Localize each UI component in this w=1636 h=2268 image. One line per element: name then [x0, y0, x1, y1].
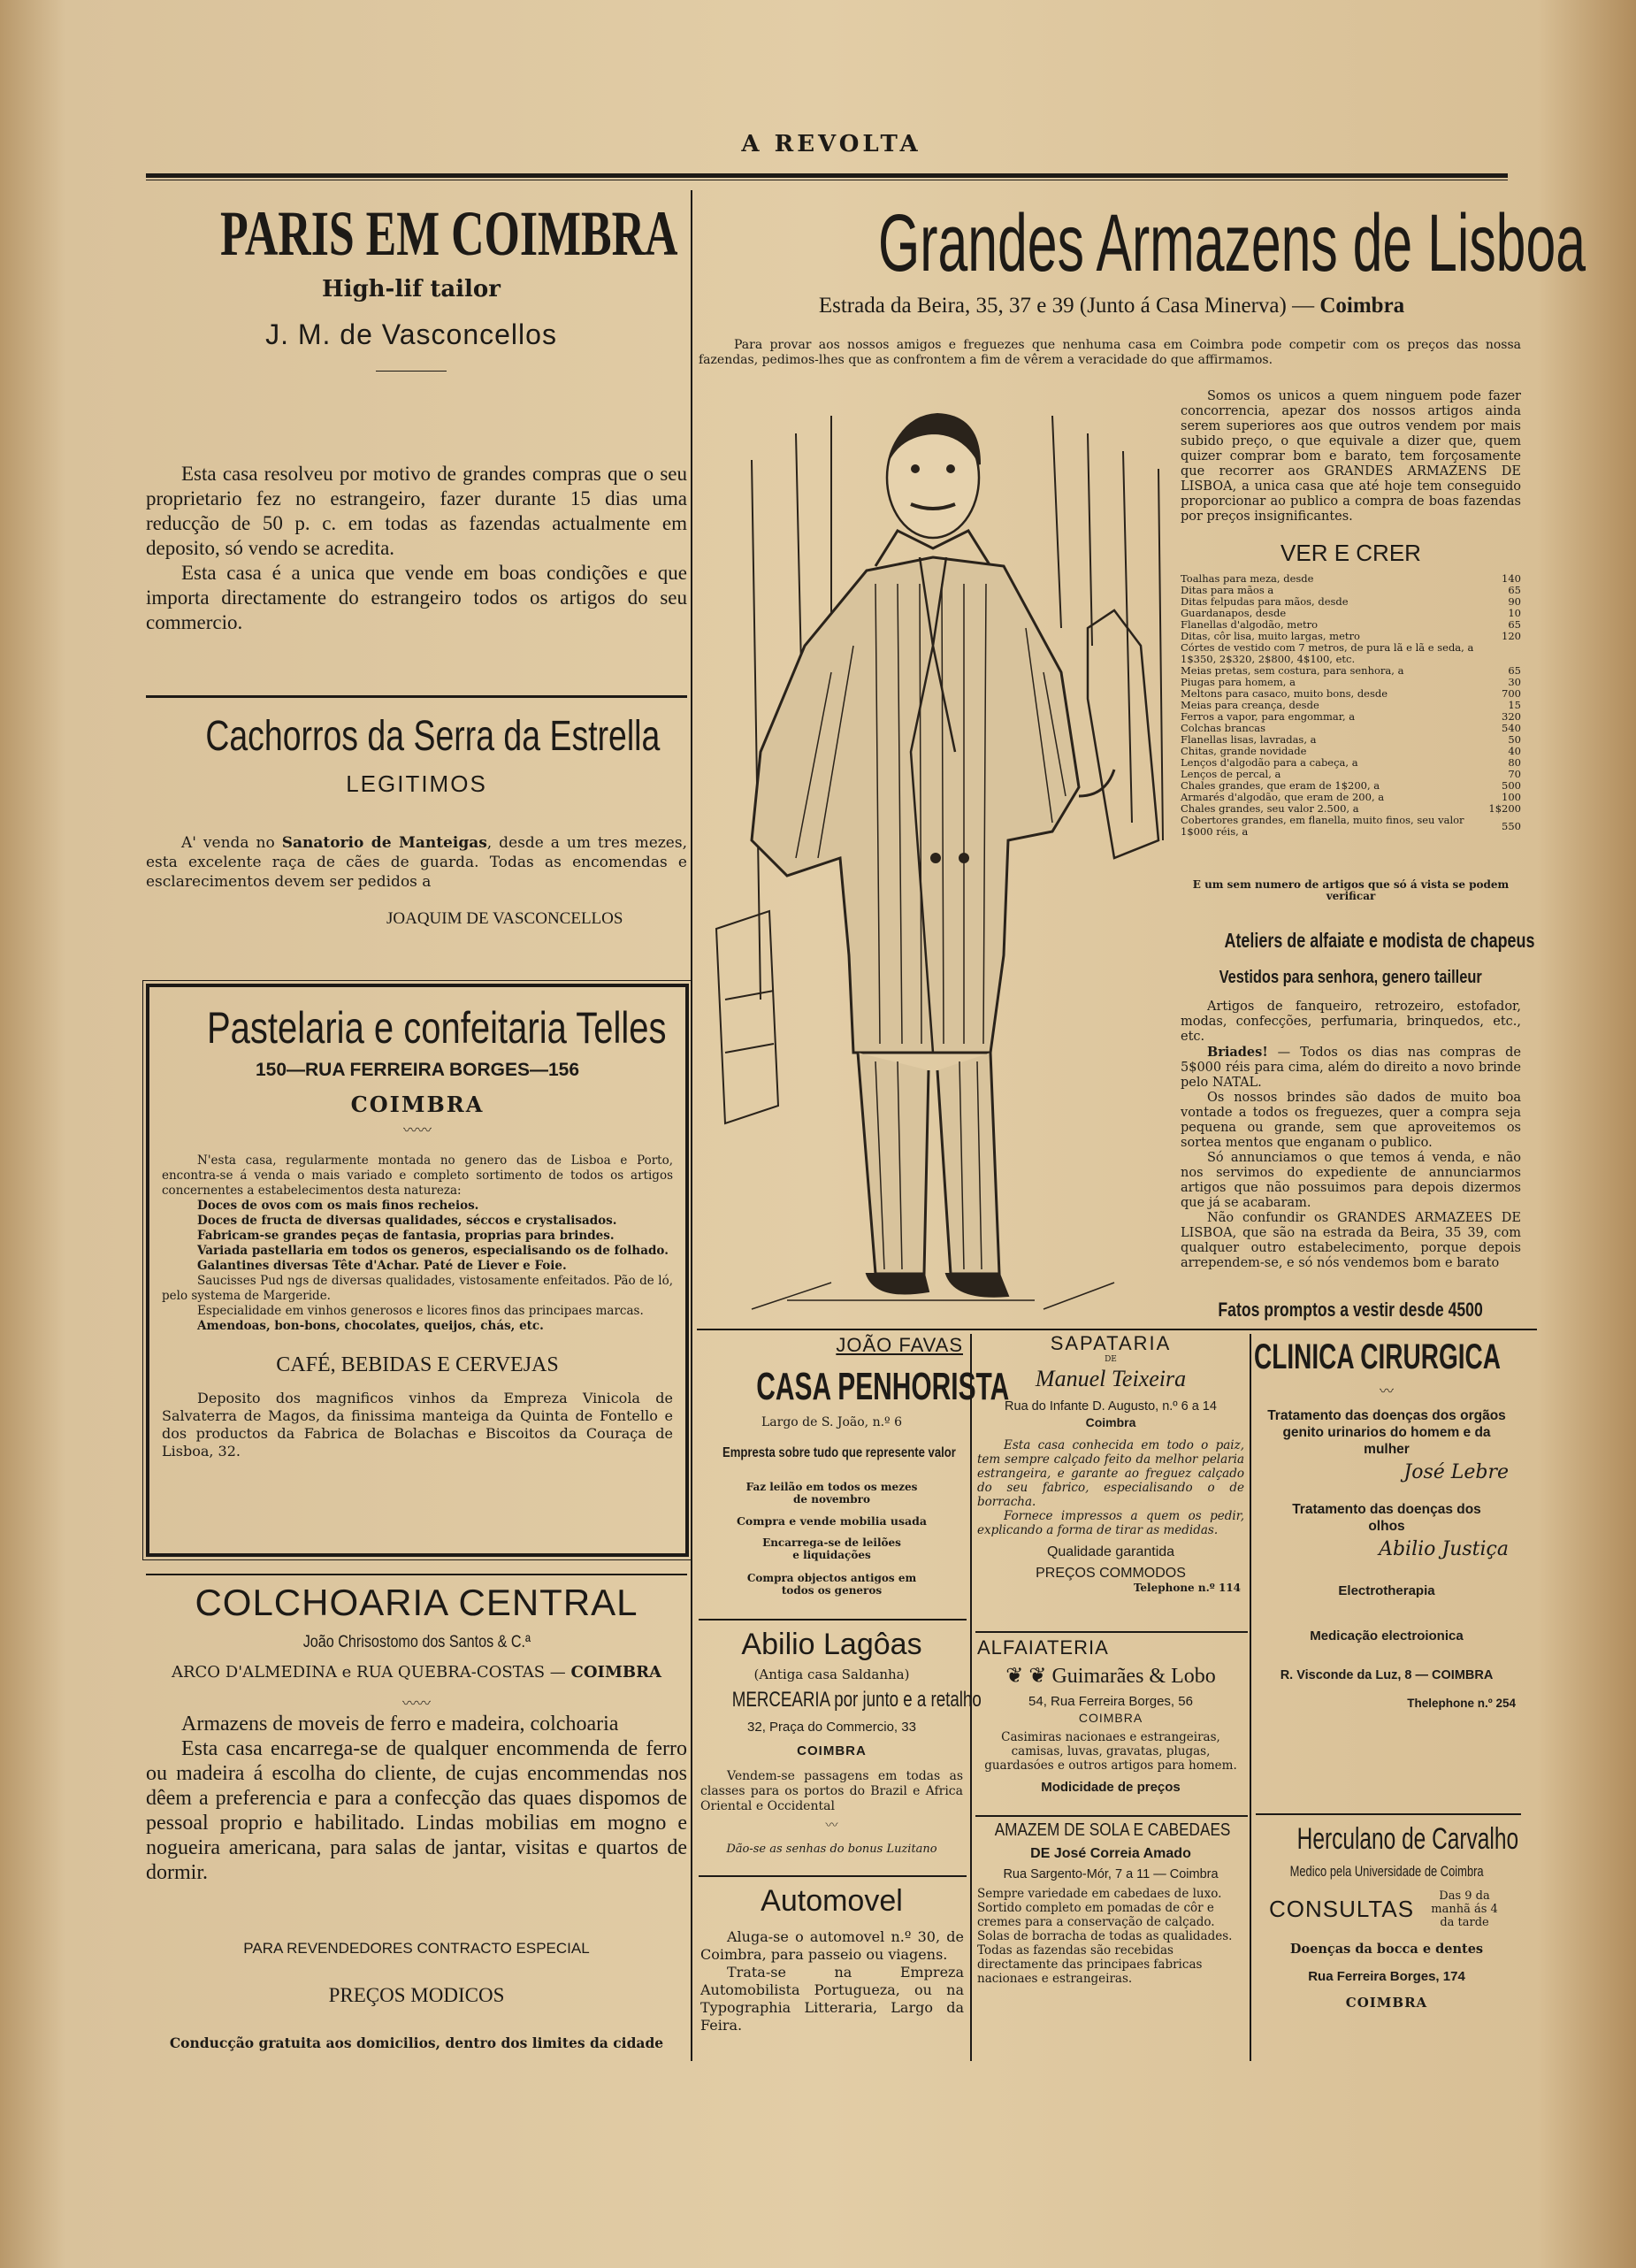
clinica-title: CLINICA CIRURGICA [1254, 1337, 1501, 1376]
armazens-ver-crer: VER E CRER [1281, 540, 1421, 566]
penhorista-l4: Encarrega-se de leilões e liquidações [762, 1536, 901, 1561]
automovel-body [700, 1928, 964, 2034]
clinica-medic: Medicação electroionica [1310, 1628, 1464, 1644]
armazens-p5: Não confundir os GRANDES ARMAZEES DE LISBOA, que são na estrada da Beira, 35 39, com qualquer outro estabelecimento, porque depois arrependem-se, e só nós vendemos bom e barato [1181, 1211, 1521, 1270]
abilio-ad [697, 1626, 982, 1856]
automovel-p1: Aluga-se o automovel n.º 30, de Coimbra, para passeio ou viagens. [700, 1928, 964, 1963]
armazens-p2: Artigos de fanqueiro, retrozeiro, estofador, modas, confecções, perfumaria, brinquedos, etc., etc. [1181, 1000, 1521, 1044]
sapataria-prices: PREÇOS COMMODOS [1036, 1566, 1186, 1581]
masthead-title: A REVOLTA [741, 131, 921, 157]
price-value: 120 [1502, 630, 1521, 642]
alfaiateria-title: ALFAIATERIA [977, 1636, 1109, 1659]
paris-title: PARIS EM COIMBRA [219, 198, 678, 269]
paris-p1: Esta casa resolveu por motivo de grandes compras que o seu proprietario fez no estrangeiro, fazer durante 15 dias uma reducção de 50 p. c. em todas as fazendas actualmente em deposito, só vendo se acredita. [146, 463, 687, 559]
ornament: 〰 [825, 1819, 838, 1833]
penhorista-l1: Empresta sobre tudo que represente valor [722, 1445, 956, 1460]
price-value: 15 [1508, 699, 1521, 711]
abilio-title: Abilio Lagôas [741, 1628, 922, 1661]
price-item: Lenços d'algodão para a cabeça, a [1181, 756, 1358, 769]
herculano-ad [1254, 1820, 1519, 2011]
pastelaria-line: Doces de fructa de diversas qualidades, séccos e crystalisados. [197, 1214, 617, 1228]
price-item: Colchas brancas [1181, 722, 1265, 734]
colchoaria-city: COIMBRA [570, 1663, 662, 1682]
price-value: 1$200 [1488, 802, 1521, 815]
header-rule [146, 173, 1508, 178]
price-value: 320 [1502, 710, 1521, 723]
herculano-city: COIMBRA [1345, 1995, 1428, 2011]
alfaiateria-addr: 54, Rua Ferreira Borges, 56 [1028, 1694, 1193, 1709]
section-rule [1256, 1813, 1521, 1815]
price-value: 90 [1508, 595, 1521, 608]
colchoaria-prices: PREÇOS MODICOS [328, 1984, 505, 2006]
armazens-address: Estrada da Beira, 35, 37 e 39 (Junto á Casa Minerva) — [818, 294, 1320, 318]
sapataria-quality: Qualidade garantida [1046, 1544, 1175, 1559]
section-rule [699, 1875, 967, 1877]
clinica-electro: Electrotherapia [1338, 1583, 1435, 1598]
penhorista-l5: Compra objectos antigos em todos os generos [746, 1572, 917, 1597]
section-rule [975, 1631, 1248, 1633]
colchoaria-address: ARCO D'ALMEDINA e RUA QUEBRA-COSTAS — [171, 1663, 571, 1682]
abilio-addr: 32, Praça do Commercio, 33 [747, 1720, 916, 1735]
colchoaria-body [146, 1712, 687, 1885]
colchoaria-delivery: Conducção gratuita aos domicilios, dentro dos limites da cidade [169, 2034, 664, 2051]
amazem-title: AMAZEM DE SOLA E CABEDAES [994, 1820, 1231, 1840]
cachorros-text: A' venda no [181, 834, 282, 852]
price-value: 65 [1508, 664, 1521, 677]
clinica-phone: Thelephone n.º 254 [1407, 1697, 1516, 1710]
penhorista-top: JOÃO FAVAS [836, 1334, 963, 1356]
sapataria-ad [975, 1332, 1246, 1594]
clinica-addr: R. Visconde da Luz, 8 — COIMBRA [1280, 1668, 1494, 1682]
amazem-l3: Solas de borracha de todas as qualidades. [977, 1929, 1233, 1943]
price-value: 540 [1502, 722, 1521, 734]
abilio-bonus: Dão-se as senhas do bonus Luzitano [726, 1843, 937, 1856]
price-item: Córtes de vestido com 7 metros, de pura lã e lã e seda, a 1$350, 2$320, 2$800, 4$100, etc. [1181, 641, 1474, 665]
colchoaria-ad [146, 1580, 687, 1712]
herculano-doencas: Doenças da bocca e dentes [1289, 1942, 1484, 1957]
penhorista-title: CASA PENHORISTA [756, 1365, 1010, 1408]
price-row [1181, 815, 1521, 838]
pastelaria-city: COIMBRA [350, 1092, 485, 1117]
price-item: Ditas para mãos a [1181, 584, 1274, 596]
cachorros-subtitle: LEGITIMOS [346, 770, 487, 797]
amazem-addr: Rua Sargento-Mór, 7 a 11 — Coimbra [1003, 1867, 1219, 1881]
column-rule [1250, 1334, 1251, 2061]
price-item: Lenços de percal, a [1181, 768, 1281, 780]
sapataria-p2: Fornece impressos a quem os pedir, explicando a forma de tirar as medidas. [977, 1509, 1244, 1537]
sapataria-addr: Rua do Infante D. Augusto, n.º 6 a 14 [1005, 1399, 1217, 1414]
cachorros-sign: JOAQUIM DE VASCONCELLOS [386, 909, 623, 928]
divider [376, 371, 447, 372]
alfaiateria-ad [975, 1663, 1246, 1795]
pastelaria-body [162, 1153, 673, 1334]
armazens-numero: E um sem numero de artigos que só á vista se podem verificar [1192, 878, 1510, 902]
ornament: 〰 [1379, 1383, 1394, 1399]
ornament: 〰〰 [402, 1122, 432, 1138]
price-item: Toalhas para meza, desde [1181, 572, 1314, 585]
section-rule [975, 1815, 1248, 1817]
price-item: Flanellas d'algodão, metro [1181, 618, 1319, 631]
pastelaria-cafe: CAFÉ, BEBIDAS E CERVEJAS [276, 1353, 559, 1376]
pastelaria-line: Galantines diversas Tête d'Achar. Paté de Liever e Foie. [197, 1259, 567, 1273]
amazem-ad [975, 1820, 1246, 1986]
price-value: 10 [1508, 607, 1521, 619]
price-item: Flanellas lisas, lavradas, a [1181, 733, 1317, 746]
pastelaria-address: 150—RUA FERREIRA BORGES—156 [255, 1060, 580, 1080]
amazem-owner: DE José Correia Amado [1030, 1846, 1191, 1861]
armazens-body-2 [1181, 1000, 1521, 1271]
section-rule [146, 695, 687, 698]
price-item: Armarés d'algodão, que eram de 200, a [1181, 791, 1385, 803]
alfaiateria-city: COIMBRA [1078, 1711, 1143, 1725]
penhorista-l3: Compra e vende mobilia usada [736, 1514, 927, 1528]
ornament: 〰〰 [401, 1695, 431, 1712]
pastelaria-cafe-body: Deposito dos magnificos vinhos da Empreza Vinicola de Salvaterra de Magos, da finissima manteiga da Quinta de Fontello e dos productos da Fabrica de Bolachas e Biscoitos da Couraça de Lisboa, 32. [162, 1390, 673, 1460]
armazens-p1: Somos os unicos a quem ninguem pode fazer concorrencia, apezar dos nossos artigos ainda serem superiores aos que outros vendem por mais subido preço, o que equivale a dizer que, quem quizer comprar bom e barato, tem forçosamente que recorrer aos GRANDES ARMAZENS DE LISBOA, a unica casa que até hoje tem conseguido proporcionar ao publico a compra de boas fazendas por preços insignificantes. [1181, 389, 1521, 524]
section-rule [146, 1574, 687, 1575]
automovel-p2: Trata-se na Empreza Automobilista Portugueza, ou na Typographia Litteraria, Largo da Feira. [700, 1964, 964, 2034]
leaf-ornament-icon: ❦ ❦ [1005, 1665, 1052, 1688]
pastelaria-box [146, 984, 689, 1557]
armazens-city: Coimbra [1319, 294, 1405, 318]
price-item: Cobertores grandes, em flanella, muito finos, seu valor 1$000 réis, a [1181, 814, 1464, 838]
price-value [1486, 642, 1521, 665]
paris-body [146, 462, 687, 635]
pastelaria-line: Amendoas, bon-bons, chocolates, queijos, chás, etc. [197, 1319, 544, 1333]
price-item: Piugas para homem, a [1181, 676, 1296, 688]
armazens-brindes-text: — Todos os dias nas compras de 5$000 réis para cima, além do direito a novo brinde pelo NATAL. [1181, 1046, 1521, 1090]
price-value: 80 [1508, 756, 1521, 769]
paris-p2: Esta casa é a unica que vende em boas condições e que importa directamente do estrangeiro todos os artigos do seu commercio. [146, 562, 687, 633]
paris-owner: J. M. de Vasconcellos [265, 318, 557, 350]
price-item: Guardanapos, desde [1181, 607, 1287, 619]
herculano-hours: Das 9 da manhã ás 4 da tarde [1431, 1889, 1498, 1929]
armazens-fatos: Fatos promptos a vestir desde 4500 [1218, 1299, 1484, 1321]
price-value: 700 [1502, 687, 1521, 700]
price-value: 30 [1508, 676, 1521, 688]
armazens-title-wrap [696, 196, 1586, 290]
abilio-body: Vendem-se passagens em todas as classes para os portos do Brazil e Africa Oriental e Occidental [700, 1769, 963, 1813]
armazens-p3: Os nossos brindes são dados de muito boa vontade a todos os freguezes, quer a compra seja pequena ou grande, sem que aproveitemos os sortea mentos que enganam o publico. [1181, 1091, 1521, 1150]
price-value: 40 [1508, 745, 1521, 757]
pastelaria-line: Especialidade em vinhos generosos e licores finos das principaes marcas. [197, 1304, 644, 1318]
pastelaria-line: Fabricam-se grandes peças de fantasia, proprias para brindes. [197, 1229, 615, 1243]
automovel-title: Automovel [761, 1884, 903, 1918]
cachorros-body [146, 833, 687, 892]
price-item: Ditas felpudas para mãos, desde [1181, 595, 1349, 608]
column-rule [691, 190, 692, 2061]
cachorros-sanatorio: Sanatorio de Manteigas [281, 834, 487, 852]
penhorista-address: Largo de S. João, n.º 6 [761, 1415, 902, 1429]
sapataria-city: Coimbra [1085, 1415, 1136, 1429]
amazem-l2: Sortido completo em pomadas de côr e cremes para a conservação de calçado. [977, 1901, 1215, 1929]
sapataria-title: SAPATARIA [1050, 1332, 1172, 1354]
alfaiateria-mod: Modicidade de preços [1041, 1780, 1181, 1795]
paris-ad [146, 196, 677, 372]
sapataria-body [977, 1438, 1244, 1537]
price-item: Ditas, côr lisa, muito largas, metro [1181, 630, 1360, 642]
price-value: 500 [1502, 779, 1521, 792]
price-item: Ferros a vapor, para engommar, a [1181, 710, 1356, 723]
price-value: 100 [1502, 791, 1521, 803]
price-item: Chitas, grande novidade [1181, 745, 1307, 757]
sapataria-name: Manuel Teixeira [1035, 1366, 1187, 1391]
pastelaria-title: Pastelaria e confeitaria Telles [206, 1003, 667, 1053]
colchoaria-title: COLCHOARIA CENTRAL [195, 1582, 638, 1623]
sapataria-p1: Esta casa conhecida em todo o paiz, tem sempre calçado feito da melhor pelaria estrangeira, e garante ao freguez calçado do seu fabrico, especialisando o de borracha. [977, 1438, 1244, 1509]
pastelaria-line: Saucisses Pud ngs de diversas qualidades, vistosamente enfeitados. Pão de ló, pelo systema de Margeride. [162, 1274, 673, 1303]
colchoaria-contract: PARA REVENDEDORES CONTRACTO ESPECIAL [243, 1940, 590, 1957]
colchoaria-owner: João Chrisostomo dos Santos & C.ª [302, 1633, 531, 1651]
price-value: 550 [1502, 819, 1521, 832]
clinica-ad [1254, 1336, 1519, 1710]
price-row [1181, 642, 1521, 665]
paris-subtitle: High-lif tailor [322, 276, 501, 303]
herculano-addr: Rua Ferreira Borges, 174 [1308, 1969, 1465, 1984]
alfaiateria-body: Casimiras nacionaes e estrangeiras, camisas, luvas, gravatas, plugas, guardasóes e outros artigos para homem. [984, 1730, 1237, 1773]
abilio-city: COIMBRA [797, 1743, 867, 1758]
clinica-t2: Tratamento das doenças dos olhos [1292, 1502, 1481, 1534]
cachorros-ad [146, 712, 687, 798]
armazens-p4: Só annunciamos o que temos á venda, e não nos servimos do expediente de annunciarmos artigos que não possuimos para depois dizermos que já se acabaram. [1181, 1151, 1521, 1210]
clinica-sign2: Abilio Justiça [1379, 1538, 1509, 1560]
abilio-sub: (Antiga casa Saldanha) [753, 1667, 910, 1682]
price-value: 50 [1508, 733, 1521, 746]
pastelaria-intro: N'esta casa, regularmente montada no genero das de Lisboa e Porto, encontra-se á venda o mais variado e completo sortimento de todos os artigos concernentes a estabelecimentos desta natureza: [162, 1153, 673, 1198]
price-value: 65 [1508, 584, 1521, 596]
armazens-vestidos: Vestidos para senhora, genero tailleur [1219, 968, 1483, 987]
cachorros-text-2: , desde a um tres mezes, esta excelente raça de cães de guarda. Todas as encomendas e esclarecimentos devem ser pedidos a [146, 834, 687, 891]
section-rule [699, 1619, 967, 1621]
cachorros-title: Cachorros da Serra da Estrella [205, 713, 661, 760]
armazens-intro: Para provar aos nossos amigos e freguezes que nenhuma casa em Coimbra pode competir com os preços das nossa fazendas, pedimos-lhes que as confrontem a fim de vêrem a veracidade do que affirmamos. [699, 338, 1521, 367]
amazem-body [977, 1887, 1244, 1986]
alfaiateria-name: Guimarães & Lobo [1051, 1665, 1216, 1688]
price-item: Chales grandes, que eram de 1$200, a [1181, 779, 1380, 792]
sapataria-de: DE [1105, 1355, 1117, 1364]
price-value: 70 [1508, 768, 1521, 780]
amazem-l4: Todas as fazendas são recebidas directamente das principaes fabricas nacionaes e estrangeiras. [977, 1943, 1203, 1986]
colchoaria-p2: Esta casa encarrega-se de qualquer encommenda de ferro ou madeira á escolha do cliente, de cujas encommendas nos dêem a preferencia e para a confecção das quaes dispomos de pessoal proprio e habilitado. Lindas mobilias em mogno e nogueira americana, para salas de jantar, visitas e quartos de dormir. [146, 1737, 687, 1884]
herculano-title: Herculano de Carvalho [1296, 1822, 1519, 1856]
penhorista-l2: Faz leilão em todos os mezes de novembro [745, 1481, 918, 1506]
man-in-suit-illustration [699, 380, 1176, 1318]
price-item: Meias para creança, desde [1181, 699, 1319, 711]
armazens-ateliers: Ateliers de alfaiate e modista de chapeus [1224, 929, 1535, 952]
armazens-brindes: Briades! [1207, 1045, 1268, 1060]
section-rule [697, 1329, 1537, 1330]
sapataria-phone: Telephone n.º 114 [1133, 1582, 1241, 1594]
amazem-l1: Sempre variedade em cabedaes de luxo. [977, 1887, 1222, 1901]
herculano-consultas: CONSULTAS [1268, 1896, 1415, 1922]
price-value: 140 [1502, 572, 1521, 585]
price-item: Chales grandes, seu valor 2.500, a [1181, 802, 1359, 815]
clinica-sign1: José Lebre [1403, 1461, 1509, 1483]
price-item: Meltons para casaco, muito bons, desde [1181, 687, 1388, 700]
armazens-title: Grandes Armazens de Lisboa [878, 198, 1586, 288]
clinica-t1: Tratamento das doenças dos orgãos genito urinarios do homem e da mulher [1267, 1408, 1506, 1457]
pastelaria-line: Variada pastellaria em todos os generos, especialisando os de folhado. [197, 1244, 669, 1258]
colchoaria-p1: Armazens de moveis de ferro e madeira, colchoaria [181, 1712, 619, 1735]
price-value: 65 [1508, 618, 1521, 631]
herculano-sub: Medico pela Universidade de Coimbra [1289, 1863, 1484, 1880]
abilio-merc: MERCEARIA por junto e a retalho [731, 1688, 982, 1712]
price-item: Meias pretas, sem costura, para senhora, a [1181, 664, 1404, 677]
pastelaria-line: Doces de ovos com os mais finos recheios. [197, 1199, 479, 1213]
penhorista-ad [697, 1334, 1010, 1597]
armazens-price-list [1181, 573, 1521, 838]
